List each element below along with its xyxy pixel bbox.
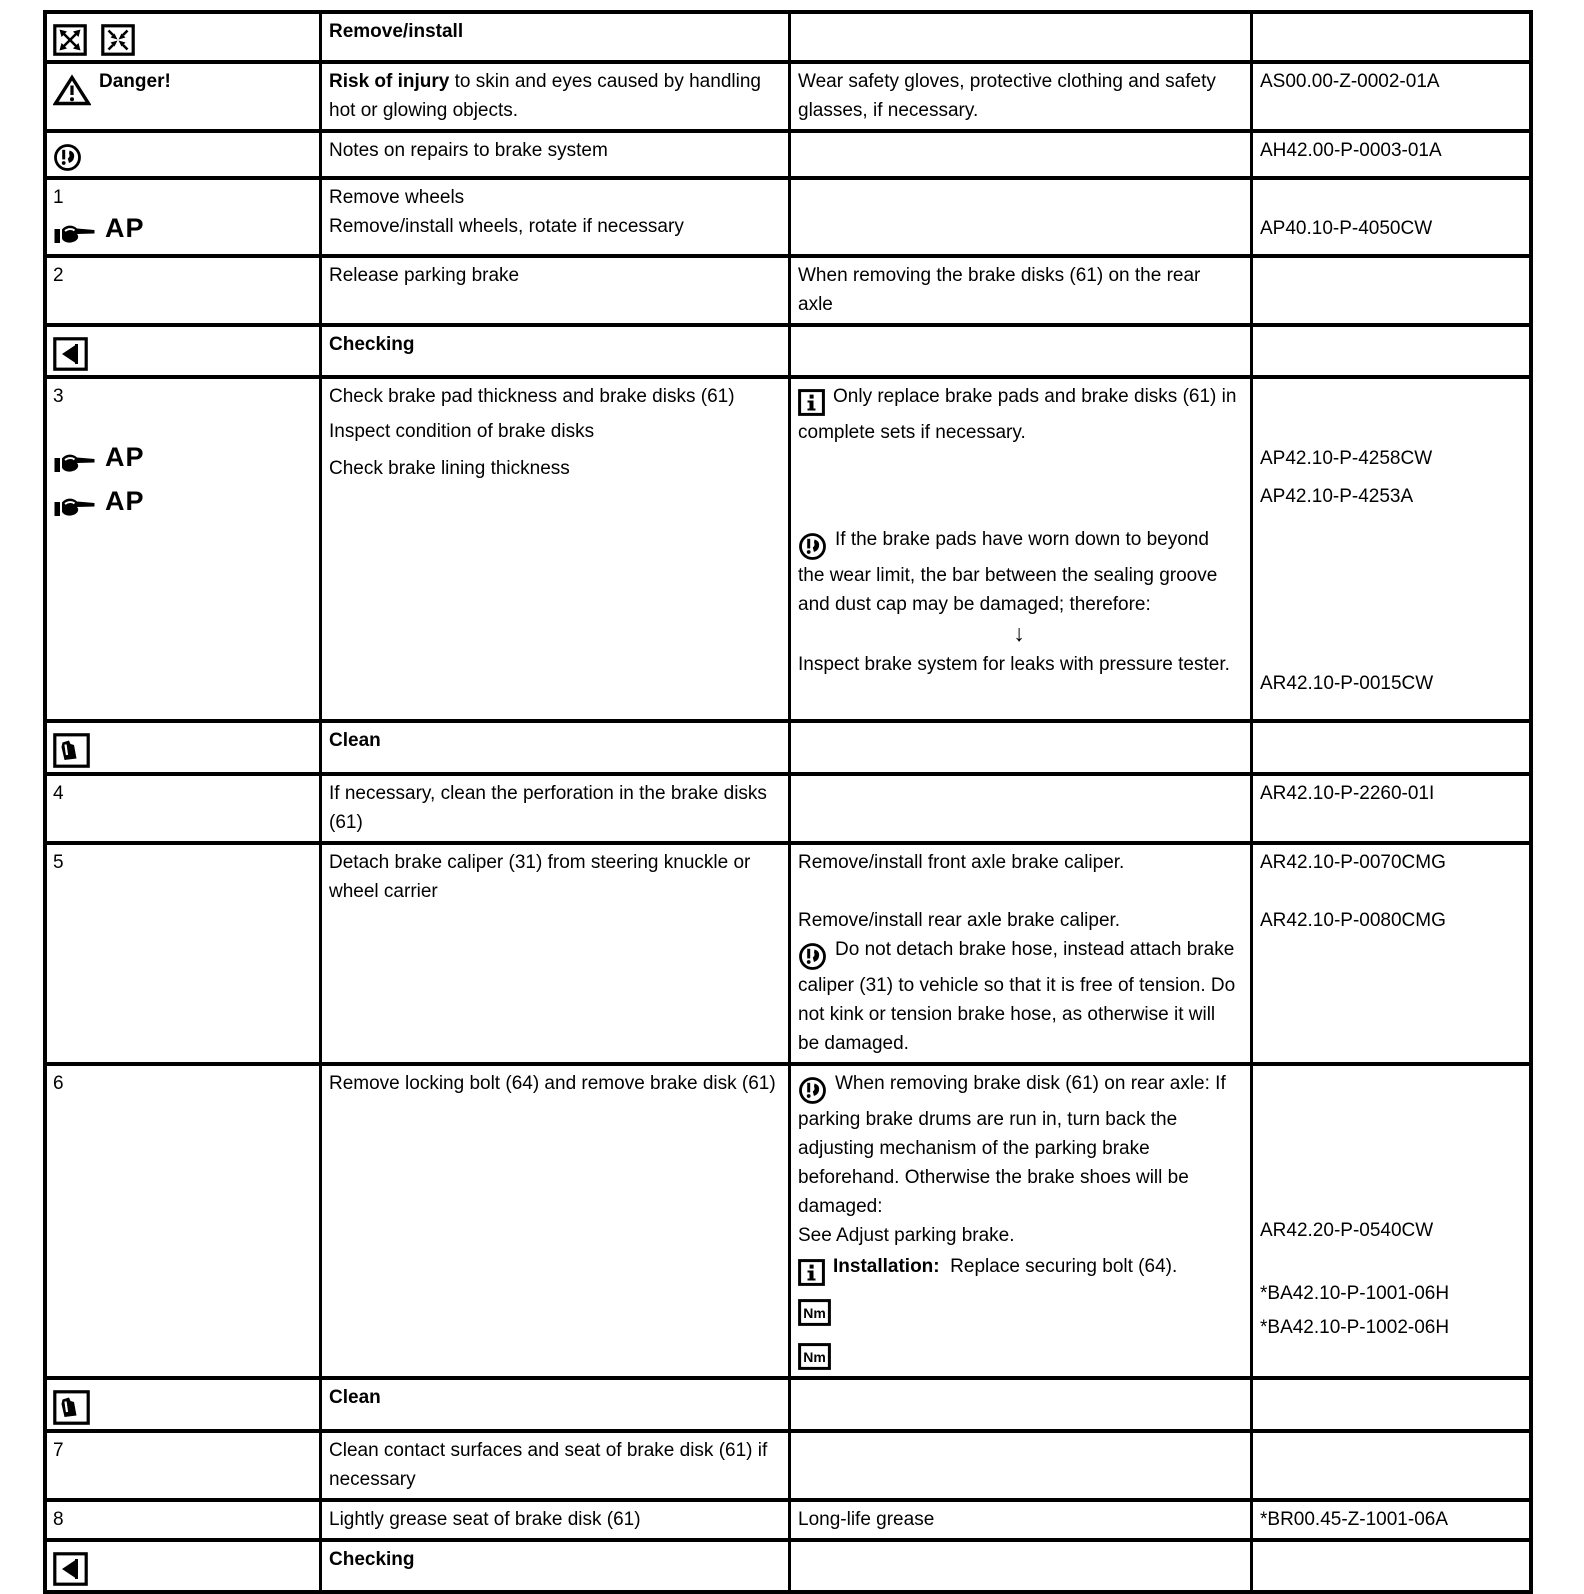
document-code: AS00.00-Z-0002-01A xyxy=(1260,71,1440,92)
label-cell xyxy=(47,1502,319,1538)
label-cell xyxy=(47,180,319,254)
notes-cell xyxy=(788,64,1250,129)
note-text: See Adjust parking brake. xyxy=(798,1225,1015,1246)
label-cell xyxy=(47,1380,319,1429)
step-label: 8 xyxy=(53,1509,64,1530)
notes-cell xyxy=(788,1066,1250,1376)
task-text: Lightly grease seat of brake disk (61) xyxy=(329,1509,641,1530)
notes-cell xyxy=(788,180,1250,254)
task-text: Inspect condition of brake disks xyxy=(329,421,595,442)
label-cell xyxy=(47,14,319,60)
ap-label: AP xyxy=(105,213,145,243)
code-cell xyxy=(1250,1066,1529,1376)
code-cell xyxy=(1250,1380,1529,1429)
table-row xyxy=(47,1429,1529,1498)
code-cell xyxy=(1250,1433,1529,1498)
task-cell xyxy=(319,327,788,375)
table-row xyxy=(47,254,1529,323)
table-row xyxy=(47,375,1529,719)
clean-icon xyxy=(53,733,90,768)
code-cell xyxy=(1250,180,1529,254)
task-text: Clean contact surfaces and seat of brake disk (61) if necessary xyxy=(329,1440,768,1490)
task-text: Check brake lining thickness xyxy=(329,458,570,479)
note-text: Do not detach brake hose, instead attach brake caliper (31) to vehicle so that it is free of tension. Do not kink or tension brake hose, as otherwise it will be damaged. xyxy=(798,939,1236,1054)
danger-label xyxy=(53,67,309,107)
notes-cell xyxy=(788,1433,1250,1498)
document-code: AR42.20-P-0540CW xyxy=(1260,1220,1434,1241)
ap-label: AP xyxy=(105,442,145,472)
ap-hand-icon xyxy=(53,450,97,479)
step-label: 6 xyxy=(53,1073,64,1094)
notes-cell xyxy=(788,133,1250,176)
task-cell xyxy=(319,64,788,129)
step-label xyxy=(53,487,309,523)
note-circle-icon xyxy=(798,532,827,561)
note-text: Long-life grease xyxy=(798,1509,935,1530)
label-cell xyxy=(47,723,319,772)
note-text: Inspect brake system for leaks with pressure tester. xyxy=(798,654,1230,675)
document-code: AP42.10-P-4258CW xyxy=(1260,448,1433,469)
code-cell xyxy=(1250,327,1529,375)
svg-text:Nm: Nm xyxy=(803,1305,826,1321)
task-text: Release parking brake xyxy=(329,265,520,286)
notes-cell xyxy=(788,327,1250,375)
section-title: Clean xyxy=(329,1387,381,1408)
document-code: AR42.10-P-0080CMG xyxy=(1260,910,1446,931)
bold-text: Installation: xyxy=(833,1256,940,1277)
document-code: *BR00.45-Z-1001-06A xyxy=(1260,1509,1448,1530)
label-cell xyxy=(47,1542,319,1590)
down-arrow-icon: ↓ xyxy=(1013,620,1025,646)
note-text: Remove/install front axle brake caliper. xyxy=(798,852,1125,873)
task-cell xyxy=(319,776,788,841)
step-label xyxy=(53,330,309,371)
document-code: AR42.10-P-0070CMG xyxy=(1260,852,1446,873)
note-text: When removing the brake disks (61) on the rear axle xyxy=(798,265,1201,315)
note-text xyxy=(798,1336,1240,1372)
document-code: AP40.10-P-4050CW xyxy=(1260,218,1433,239)
notes-cell xyxy=(788,1502,1250,1538)
note-circle-icon xyxy=(798,1076,827,1105)
label-cell xyxy=(47,776,319,841)
svg-text:Nm: Nm xyxy=(803,1349,826,1365)
label-cell xyxy=(47,379,319,719)
table-row xyxy=(47,176,1529,254)
step-label: 5 xyxy=(53,852,64,873)
note-circle-icon xyxy=(53,143,82,172)
code-cell xyxy=(1250,1542,1529,1590)
step-label: 2 xyxy=(53,265,64,286)
code-cell xyxy=(1250,64,1529,129)
code-cell xyxy=(1250,776,1529,841)
step-label xyxy=(53,726,309,768)
info-icon xyxy=(798,389,825,418)
arrows-in-icon xyxy=(101,24,135,56)
task-cell xyxy=(319,180,788,254)
task-cell xyxy=(319,723,788,772)
step-label xyxy=(53,214,309,250)
label-cell xyxy=(47,845,319,1062)
table-row xyxy=(47,1062,1529,1376)
label-cell xyxy=(47,64,319,129)
section-row xyxy=(47,1376,1529,1429)
step-label: 1 xyxy=(53,187,64,208)
note-text: Installation: Replace securing bolt (64). xyxy=(798,1252,1240,1288)
task-cell xyxy=(319,1542,788,1590)
section-row xyxy=(47,1538,1529,1590)
remove-install-icons xyxy=(53,17,309,56)
bold-text: Danger! xyxy=(99,71,171,92)
checking-icon xyxy=(53,337,88,371)
notes-cell xyxy=(788,845,1250,1062)
label-cell xyxy=(47,327,319,375)
task-text: If necessary, clean the perforation in the brake disks (61) xyxy=(329,783,767,833)
note-text: When removing brake disk (61) on rear axle: If parking brake drums are run in, turn back the adjusting mechanism of the parking brake beforehand. Otherwise the brake shoes will be damaged: xyxy=(798,1073,1226,1217)
ap-hand-icon xyxy=(53,494,97,523)
document-code: AR42.10-P-0015CW xyxy=(1260,673,1434,694)
task-text: Detach brake caliper (31) from steering knuckle or wheel carrier xyxy=(329,852,751,902)
task-cell xyxy=(319,14,788,60)
warning-triangle-icon xyxy=(53,74,91,107)
clean-icon xyxy=(53,1390,90,1425)
note-text: Wear safety gloves, protective clothing and safety glasses, if necessary. xyxy=(798,71,1216,121)
task-cell xyxy=(319,1380,788,1429)
code-cell xyxy=(1250,845,1529,1062)
ap-hand-icon xyxy=(53,221,97,250)
label-cell xyxy=(47,133,319,176)
task-cell xyxy=(319,1433,788,1498)
nm-icon xyxy=(798,1299,831,1328)
code-cell xyxy=(1250,258,1529,323)
task-cell xyxy=(319,379,788,719)
code-cell xyxy=(1250,14,1529,60)
section-title: Checking xyxy=(329,1549,415,1570)
task-cell xyxy=(319,1066,788,1376)
note-text: Remove/install rear axle brake caliper. xyxy=(798,910,1121,931)
document-code: *BA42.10-P-1002-06H xyxy=(1260,1317,1450,1338)
task-text: Remove locking bolt (64) and remove brake disk (61) xyxy=(329,1073,776,1094)
task-text: Notes on repairs to brake system xyxy=(329,140,608,161)
label-cell xyxy=(47,258,319,323)
section-row xyxy=(47,323,1529,375)
notes-cell xyxy=(788,14,1250,60)
notes-cell xyxy=(788,1380,1250,1429)
arrows-out-icon xyxy=(53,24,87,56)
step-label xyxy=(53,1545,309,1586)
note-text: If the brake pads have worn down to beyond the wear limit, the bar between the sealing groove and dust cap may be damaged; therefore: xyxy=(798,529,1218,615)
code-cell xyxy=(1250,1502,1529,1538)
task-cell xyxy=(319,845,788,1062)
section-title: Checking xyxy=(329,334,415,355)
task-text: Risk of injury to skin and eyes caused by handling hot or glowing objects. xyxy=(329,71,761,121)
step-label: 3 xyxy=(53,386,64,407)
section-title: Clean xyxy=(329,730,381,751)
nm-icon xyxy=(798,1343,831,1372)
note-text xyxy=(798,1292,1240,1328)
task-cell xyxy=(319,1502,788,1538)
step-label xyxy=(53,136,309,172)
note-text: Only replace brake pads and brake disks (61) in complete sets if necessary. xyxy=(798,386,1237,443)
code-cell xyxy=(1250,723,1529,772)
table-row xyxy=(47,1498,1529,1538)
ap-label: AP xyxy=(105,486,145,516)
notes-cell xyxy=(788,379,1250,719)
notes-cell xyxy=(788,776,1250,841)
checking-icon xyxy=(53,1552,88,1586)
bold-text: Risk of injury xyxy=(329,71,450,92)
label-cell xyxy=(47,1066,319,1376)
task-text: Remove/install wheels, rotate if necessary xyxy=(329,216,684,237)
table-row xyxy=(47,129,1529,176)
document-code: AP42.10-P-4253A xyxy=(1260,486,1414,507)
task-cell xyxy=(319,133,788,176)
step-label xyxy=(53,1383,309,1425)
document-code: *BA42.10-P-1001-06H xyxy=(1260,1283,1450,1304)
section-title: Remove/install xyxy=(329,21,464,42)
step-label xyxy=(53,443,309,479)
table-row xyxy=(47,772,1529,841)
code-cell xyxy=(1250,379,1529,719)
step-label: 4 xyxy=(53,783,64,804)
section-row xyxy=(47,14,1529,60)
document-code: AH42.00-P-0003-01A xyxy=(1260,140,1442,161)
notes-cell xyxy=(788,723,1250,772)
task-text: Check brake pad thickness and brake disks (61) xyxy=(329,386,735,407)
code-cell xyxy=(1250,133,1529,176)
task-text: Remove wheels xyxy=(329,187,465,208)
info-icon xyxy=(798,1259,825,1288)
notes-cell xyxy=(788,1542,1250,1590)
note-circle-icon xyxy=(798,942,827,971)
table-row xyxy=(47,60,1529,129)
notes-cell xyxy=(788,258,1250,323)
step-label: 7 xyxy=(53,1440,64,1461)
procedure-table xyxy=(43,10,1533,1594)
document-code: AR42.10-P-2260-01I xyxy=(1260,783,1435,804)
table-row xyxy=(47,841,1529,1062)
task-cell xyxy=(319,258,788,323)
label-cell xyxy=(47,1433,319,1498)
section-row xyxy=(47,719,1529,772)
